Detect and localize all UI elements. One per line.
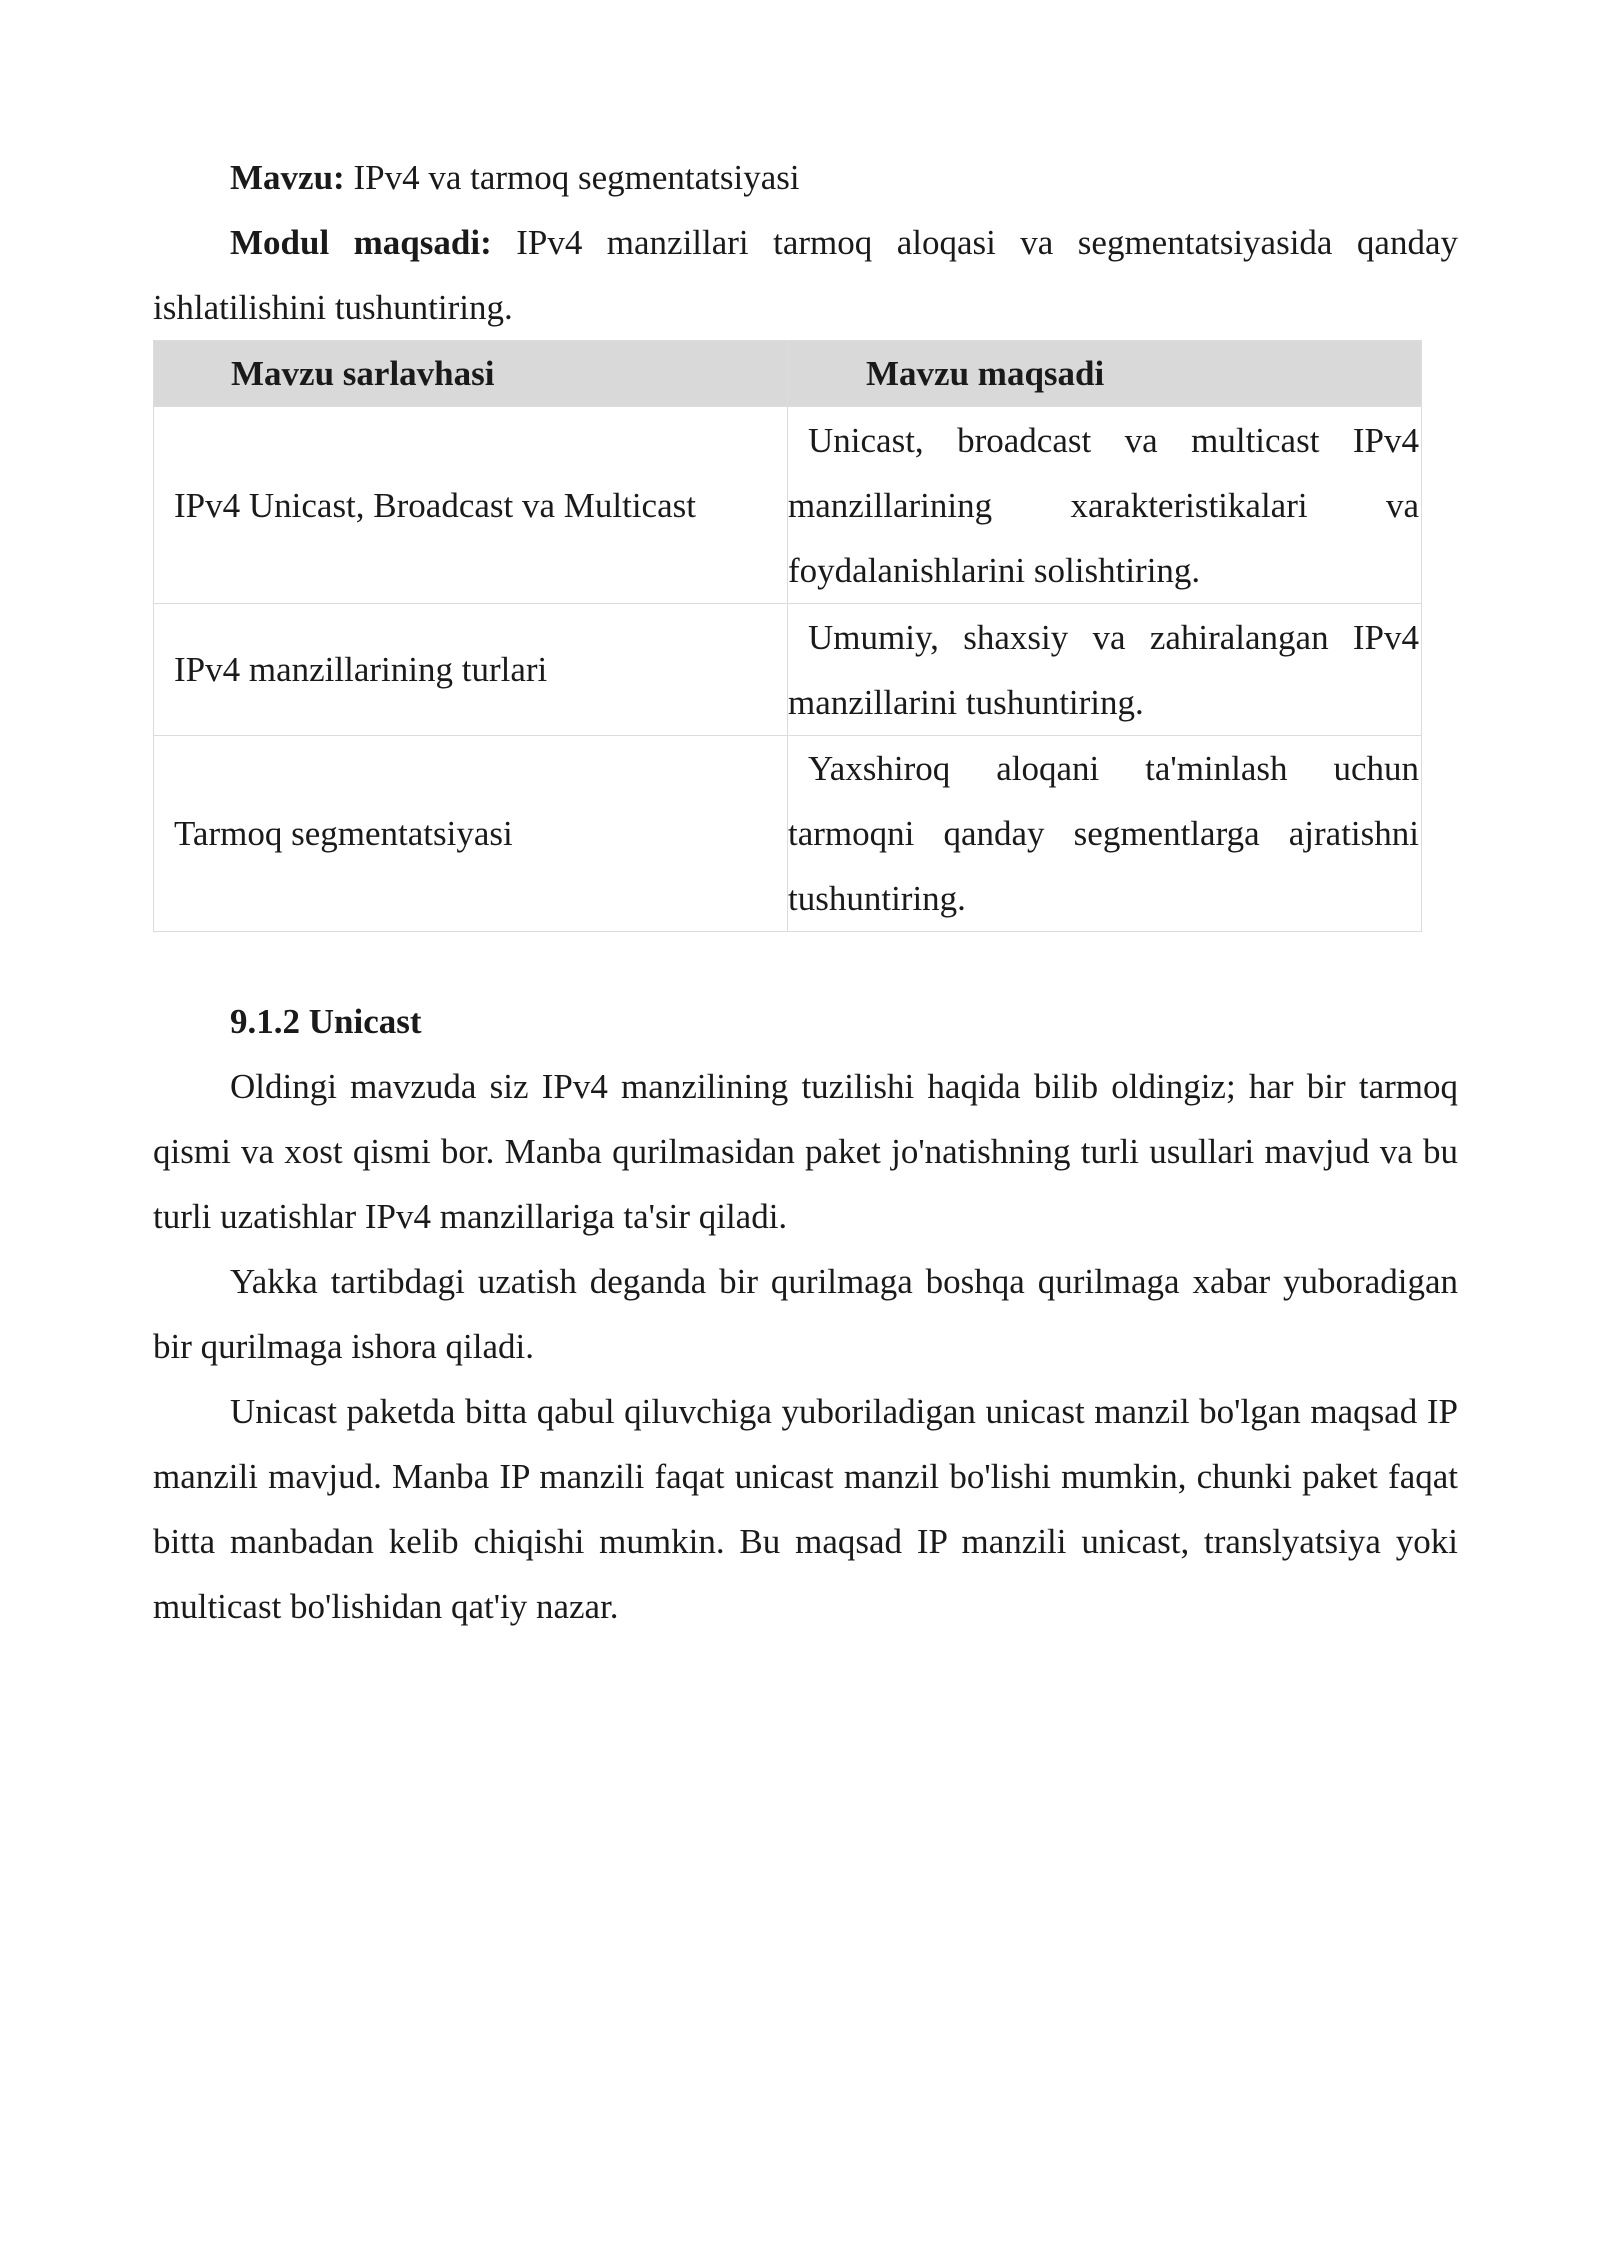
- row-goal: Umumiy, shaxsiy va zahiralangan IPv4 manzillarini tushuntiring.: [788, 617, 1419, 722]
- topic-label: Mavzu:: [230, 158, 345, 197]
- row-title: Tarmoq segmentatsiyasi: [174, 814, 513, 853]
- module-goal-value: IPv4 manzillari tarmoq aloqasi va segmentatsiyasida qanday ishlatilishini tushuntiring.: [153, 223, 1458, 327]
- row-title: IPv4 Unicast, Broadcast va Multicast: [174, 485, 696, 525]
- section-title: 9.1.2 Unicast: [230, 1002, 422, 1041]
- table-row: [154, 407, 1422, 604]
- table-cell-goal: [788, 407, 1422, 604]
- module-goal-label: Modul maqsadi:: [230, 223, 492, 262]
- document-page: [153, 145, 1458, 1639]
- table-cell-title: [154, 407, 788, 604]
- table-cell-title: [154, 604, 788, 736]
- topics-table: [153, 340, 1422, 932]
- module-goal: [153, 210, 1458, 340]
- row-goal: Unicast, broadcast va multicast IPv4 manzillarining xarakteristikalari va foydalanishlarini solishtiring.: [788, 420, 1419, 590]
- row-title: IPv4 manzillarining turlari: [174, 650, 548, 689]
- table-row: [154, 604, 1422, 736]
- row-goal: Yaxshiroq aloqani ta'minlash uchun tarmoqni qanday segmentlarga ajratishni tushuntiring.: [788, 749, 1419, 918]
- topic-line: [153, 145, 1458, 210]
- column-header-goal: Mavzu maqsadi: [788, 341, 1422, 407]
- topic-value: IPv4 va tarmoq segmentatsiyasi: [344, 158, 800, 197]
- column-header-title: Mavzu sarlavhasi: [154, 341, 788, 407]
- table-cell-title: [154, 736, 788, 932]
- body-paragraph: Unicast paketda bitta qabul qiluvchiga yuboriladigan unicast manzil bo'lgan maqsad IP manzili mavjud. Manba IP manzili faqat unicast manzil bo'lishi mumkin, chunki paket faqat bitta manbadan kelib chiqishi mumkin. Bu maqsad IP manzili unicast, translyatsiya yoki multicast bo'lishidan qat'iy nazar.: [153, 1392, 1458, 1626]
- table-cell-goal: [788, 736, 1422, 932]
- table-cell-goal: [788, 604, 1422, 736]
- body-paragraph: Oldingi mavzuda siz IPv4 manzilining tuzilishi haqida bilib oldingiz; har bir tarmoq qismi va xost qismi bor. Manba qurilmasidan paket jo'natishning turli usullari mavjud va bu turli uzatishlar IPv4 manzillariga ta'sir qiladi.: [153, 1067, 1458, 1236]
- body-paragraph: Yakka tartibdagi uzatish deganda bir qurilmaga boshqa qurilmaga xabar yuboradigan bir qurilmaga ishora qiladi.: [153, 1262, 1458, 1366]
- table-header-row: [154, 341, 1422, 407]
- table-row: [154, 736, 1422, 932]
